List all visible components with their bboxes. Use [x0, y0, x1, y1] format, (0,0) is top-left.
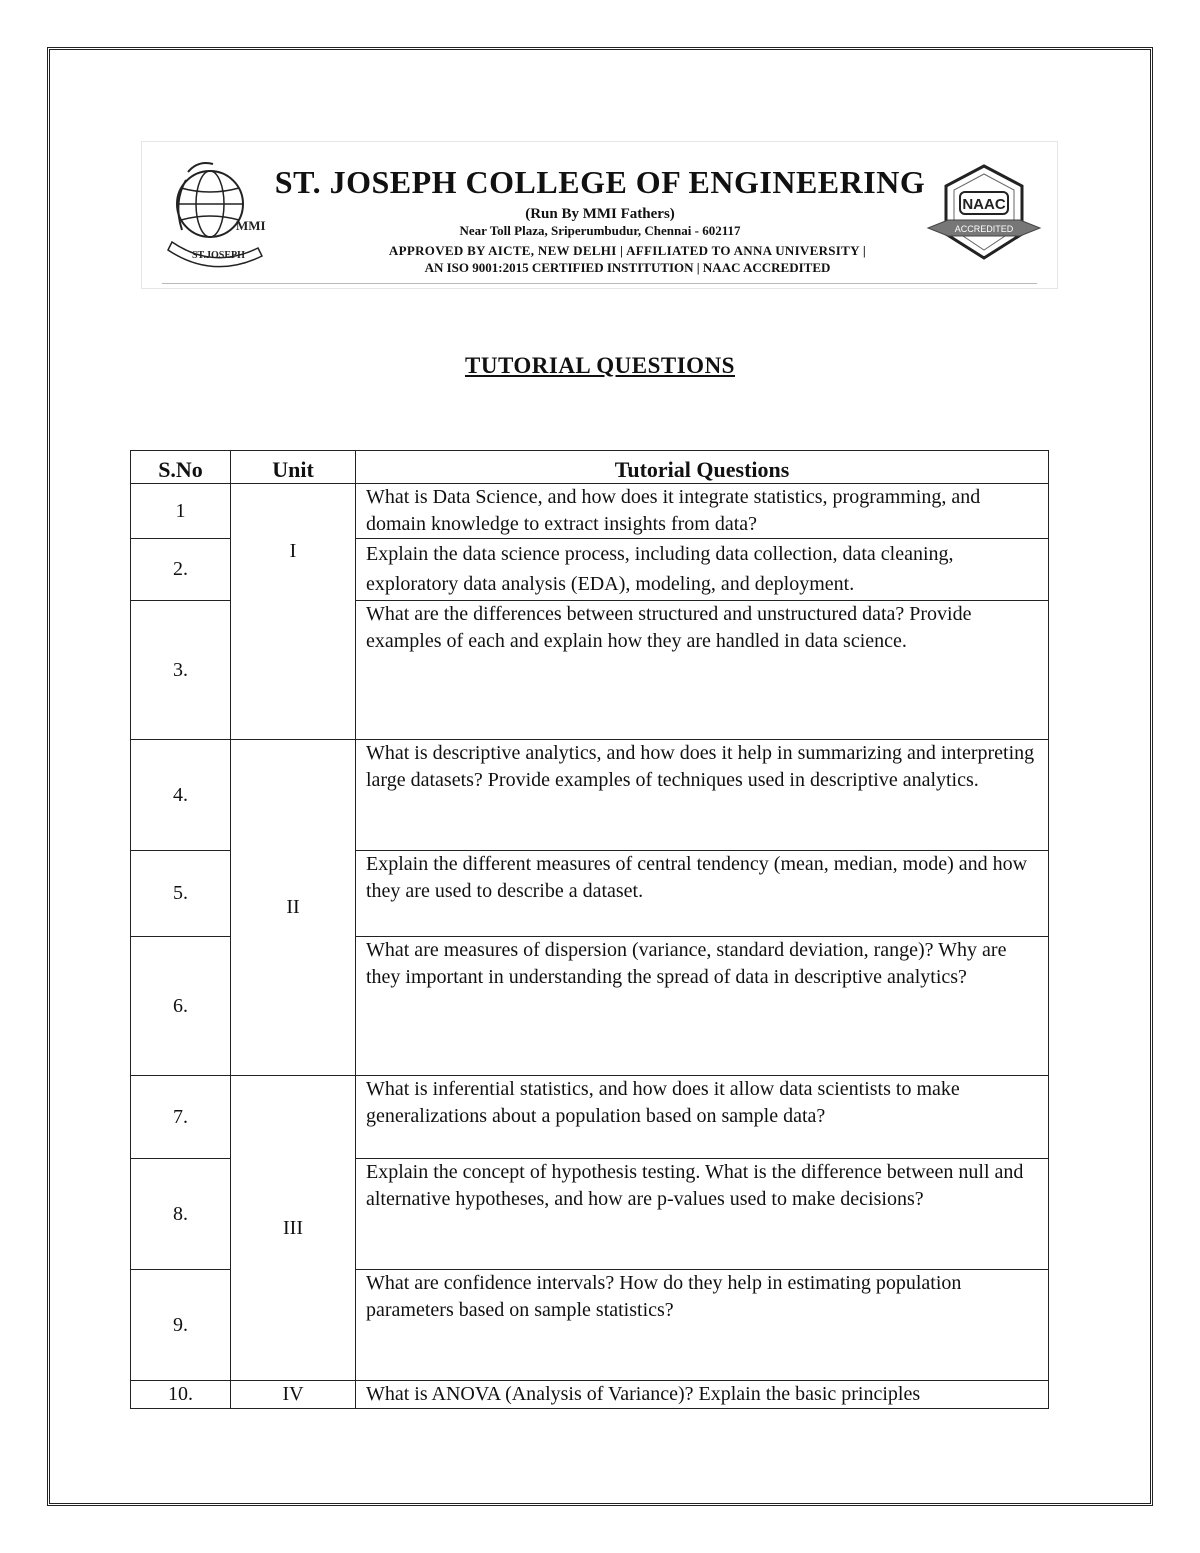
row-sno: 9. [131, 1270, 231, 1381]
approval-line: APPROVED BY AICTE, NEW DELHI | AFFILIATED TO ANNA UNIVERSITY | [388, 243, 867, 258]
question-cell: Explain the concept of hypothesis testing. What is the difference between null and alternative hypotheses, and how are p-values used to make decisions? [356, 1159, 1049, 1270]
row-sno: 6. [131, 937, 231, 1076]
table-row [131, 484, 1049, 539]
question-cell: What are confidence intervals? How do they help in estimating population parameters based on sample statistics? [356, 1270, 1049, 1381]
question-cell: What is ANOVA (Analysis of Variance)? Explain the basic principles [356, 1381, 1049, 1409]
table-row [131, 1076, 1049, 1159]
row-sno: 1 [131, 484, 231, 539]
page-title: TUTORIAL QUESTIONS [465, 353, 735, 378]
row-sno: 4. [131, 740, 231, 851]
run-by-text: (Run By MMI Fathers) [525, 206, 675, 222]
naac-label: NAAC [962, 196, 1006, 213]
unit-cell: II [231, 740, 356, 1076]
unit-cell: III [231, 1076, 356, 1381]
table-header-row [131, 451, 1049, 484]
unit-cell: I [231, 484, 356, 740]
header-unit: Unit [231, 451, 356, 484]
question-cell: What are measures of dispersion (variance, standard deviation, range)? Why are they important in understanding the spread of data in descriptive analytics? [356, 937, 1049, 1076]
naac-ribbon-text: ACCREDITED [954, 224, 1014, 234]
emblem-mmi-text: MMI [236, 218, 266, 233]
header-questions: Tutorial Questions [356, 451, 1049, 484]
unit-cell: IV [231, 1381, 356, 1409]
row-sno: 10. [131, 1381, 231, 1409]
table-row [131, 1381, 1049, 1409]
row-sno: 3. [131, 601, 231, 740]
row-sno: 8. [131, 1159, 231, 1270]
question-cell: What is descriptive analytics, and how does it help in summarizing and interpreting large datasets? Provide examples of techniques used in descriptive analytics. [356, 740, 1049, 851]
college-emblem-icon [158, 152, 276, 277]
college-name: ST. JOSEPH COLLEGE OF ENGINEERING [274, 164, 926, 200]
row-sno: 5. [131, 851, 231, 937]
table-row [131, 740, 1049, 851]
certification-line: AN ISO 9001:2015 CERTIFIED INSTITUTION | NAAC ACCREDITED [424, 260, 831, 275]
header-sno: S.No [131, 451, 231, 484]
row-sno: 2. [131, 539, 231, 601]
question-cell: What is Data Science, and how does it integrate statistics, programming, and domain knowledge to extract insights from data? [356, 484, 1049, 539]
row-sno: 7. [131, 1076, 231, 1159]
question-cell: Explain the data science process, including data collection, data cleaning, exploratory data analysis (EDA), modeling, and deployment. [356, 539, 1049, 601]
question-cell: What is inferential statistics, and how does it allow data scientists to make generalizations about a population based on sample data? [356, 1076, 1049, 1159]
college-address: Near Toll Plaza, Sriperumbudur, Chennai - 602117 [459, 223, 741, 238]
question-cell: What are the differences between structured and unstructured data? Provide examples of each and explain how they are handled in data science. [356, 601, 1049, 740]
tutorial-questions-table [130, 450, 1049, 1409]
naac-badge-icon [924, 162, 1044, 267]
question-cell: Explain the different measures of central tendency (mean, median, mode) and how they are used to describe a dataset. [356, 851, 1049, 937]
college-letterhead [141, 141, 1058, 289]
header-divider [162, 283, 1037, 284]
emblem-ribbon-text: ST.JOSEPH [192, 250, 245, 261]
